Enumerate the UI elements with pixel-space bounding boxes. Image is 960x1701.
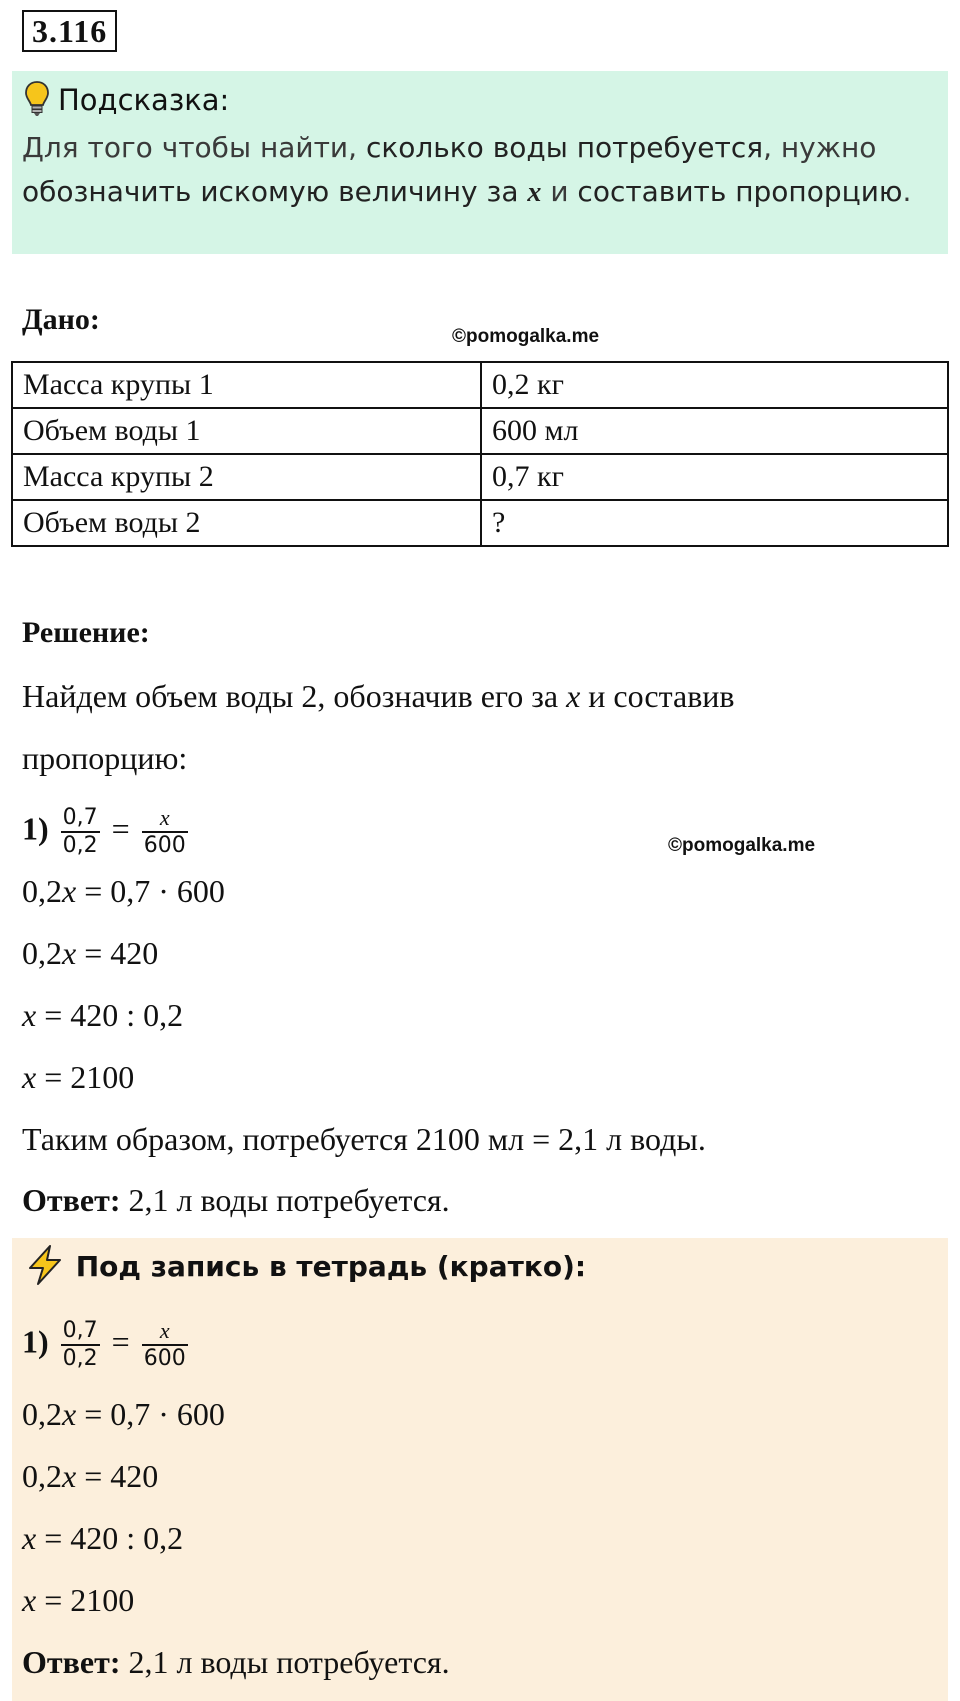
equation-line bbox=[22, 1456, 158, 1496]
equals-sign: = bbox=[103, 1323, 138, 1360]
equation-text: = 420 : 0,2 bbox=[36, 1520, 184, 1556]
fraction-numerator: x bbox=[142, 1318, 188, 1346]
fraction-numerator: x bbox=[142, 805, 188, 833]
answer-line bbox=[22, 1642, 450, 1682]
notebook-title bbox=[24, 1244, 586, 1290]
table-cell-label: Объем воды 2 bbox=[12, 500, 481, 546]
table-cell-value: 600 мл bbox=[481, 408, 948, 454]
solution-intro-line-1 bbox=[22, 676, 735, 716]
equation-text: 0,2 bbox=[22, 935, 62, 971]
watermark: ©pomogalka.me bbox=[668, 835, 816, 856]
equation-line bbox=[22, 871, 225, 911]
hint-line-1 bbox=[22, 128, 876, 168]
solution-intro-text: и составив bbox=[580, 678, 735, 714]
hint-text: и bbox=[541, 175, 578, 208]
equation-line bbox=[22, 1057, 134, 1097]
hint-line-2 bbox=[22, 172, 911, 213]
step-label: 1) bbox=[22, 1323, 49, 1360]
fraction-denominator: 600 bbox=[143, 1346, 186, 1371]
hint-title-text: Подсказка: bbox=[58, 83, 230, 117]
watermark: ©pomogalka.me bbox=[452, 326, 600, 347]
variable: x bbox=[22, 1582, 37, 1618]
table-row bbox=[12, 454, 948, 500]
equation-text: 0,2 bbox=[22, 1458, 62, 1494]
proportion-line bbox=[22, 1318, 192, 1372]
equation-text: = 2100 bbox=[36, 1582, 135, 1618]
table-cell-label: Масса крупы 2 bbox=[12, 454, 481, 500]
proportion-line bbox=[22, 805, 192, 859]
equation-line bbox=[22, 1580, 134, 1620]
variable: x bbox=[62, 1458, 77, 1494]
fraction-denominator: 0,2 bbox=[62, 1346, 98, 1371]
lightbulb-icon bbox=[24, 80, 50, 118]
solution-intro-text: Найдем объем воды 2, обозначив его за bbox=[22, 678, 567, 714]
answer-text: 2,1 л воды потребуется. bbox=[120, 1644, 450, 1680]
equation-line bbox=[22, 995, 183, 1035]
task-number: 3.116 bbox=[22, 10, 117, 52]
answer-text: 2,1 л воды потребуется. bbox=[120, 1182, 450, 1218]
hint-title bbox=[24, 80, 229, 120]
fraction-left bbox=[61, 805, 100, 859]
given-table bbox=[11, 361, 949, 547]
lightning-icon bbox=[24, 1244, 66, 1286]
variable: x bbox=[62, 935, 77, 971]
notebook-title-text: Под запись в тетрадь (кратко): bbox=[75, 1250, 587, 1283]
table-cell-label: Масса крупы 1 bbox=[12, 362, 481, 408]
variable: x bbox=[62, 873, 77, 909]
fraction-denominator: 600 bbox=[143, 833, 186, 858]
variable: x bbox=[566, 678, 581, 714]
solution-intro-line-2: пропорцию: bbox=[22, 740, 188, 776]
solution-heading: Решение: bbox=[22, 616, 150, 649]
hint-emphasis: обозначить искомую величину за bbox=[22, 175, 528, 208]
hint-text: . bbox=[902, 175, 912, 208]
table-row bbox=[12, 500, 948, 546]
fraction-left bbox=[61, 1318, 100, 1372]
equation-text: = 0,7 · 600 bbox=[76, 1396, 225, 1432]
table-cell-label: Объем воды 1 bbox=[12, 408, 481, 454]
equation-text: = 420 : 0,2 bbox=[36, 997, 184, 1033]
equation-text: = 0,7 · 600 bbox=[76, 873, 225, 909]
fraction-right bbox=[142, 805, 188, 859]
table-row bbox=[12, 362, 948, 408]
answer-label: Ответ: bbox=[22, 1182, 121, 1218]
equals-sign: = bbox=[103, 810, 138, 847]
answer-label: Ответ: bbox=[22, 1644, 121, 1680]
hint-emphasis: сколько воды потребуется bbox=[365, 131, 764, 164]
given-heading: Дано: bbox=[22, 303, 100, 336]
fraction-denominator: 0,2 bbox=[62, 833, 98, 858]
equation-line bbox=[22, 1518, 183, 1558]
equation-text: 0,2 bbox=[22, 1396, 62, 1432]
step-label: 1) bbox=[22, 810, 49, 847]
equation-text: = 420 bbox=[76, 935, 159, 971]
equation-text: = 420 bbox=[76, 1458, 159, 1494]
conclusion-text: Таким образом, потребуется 2100 мл = 2,1 л воды. bbox=[22, 1121, 706, 1157]
table-cell-value: ? bbox=[481, 500, 948, 546]
hint-text: Для того чтобы найти, bbox=[22, 131, 366, 164]
hint-emphasis: составить пропорцию bbox=[577, 175, 903, 208]
variable: x bbox=[22, 1520, 37, 1556]
fraction-numerator: 0,7 bbox=[61, 805, 100, 833]
hint-variable: x bbox=[527, 177, 542, 208]
variable: x bbox=[62, 1396, 77, 1432]
fraction-numerator: 0,7 bbox=[61, 1318, 100, 1346]
answer-line bbox=[22, 1180, 450, 1220]
equation-line bbox=[22, 1394, 225, 1434]
equation-line bbox=[22, 933, 158, 973]
table-cell-value: 0,7 кг bbox=[481, 454, 948, 500]
table-cell-value: 0,2 кг bbox=[481, 362, 948, 408]
variable: x bbox=[22, 1059, 37, 1095]
hint-text: , нужно bbox=[763, 131, 877, 164]
variable: x bbox=[22, 997, 37, 1033]
table-row bbox=[12, 408, 948, 454]
equation-text: = 2100 bbox=[36, 1059, 135, 1095]
equation-text: 0,2 bbox=[22, 873, 62, 909]
fraction-right bbox=[142, 1318, 188, 1372]
